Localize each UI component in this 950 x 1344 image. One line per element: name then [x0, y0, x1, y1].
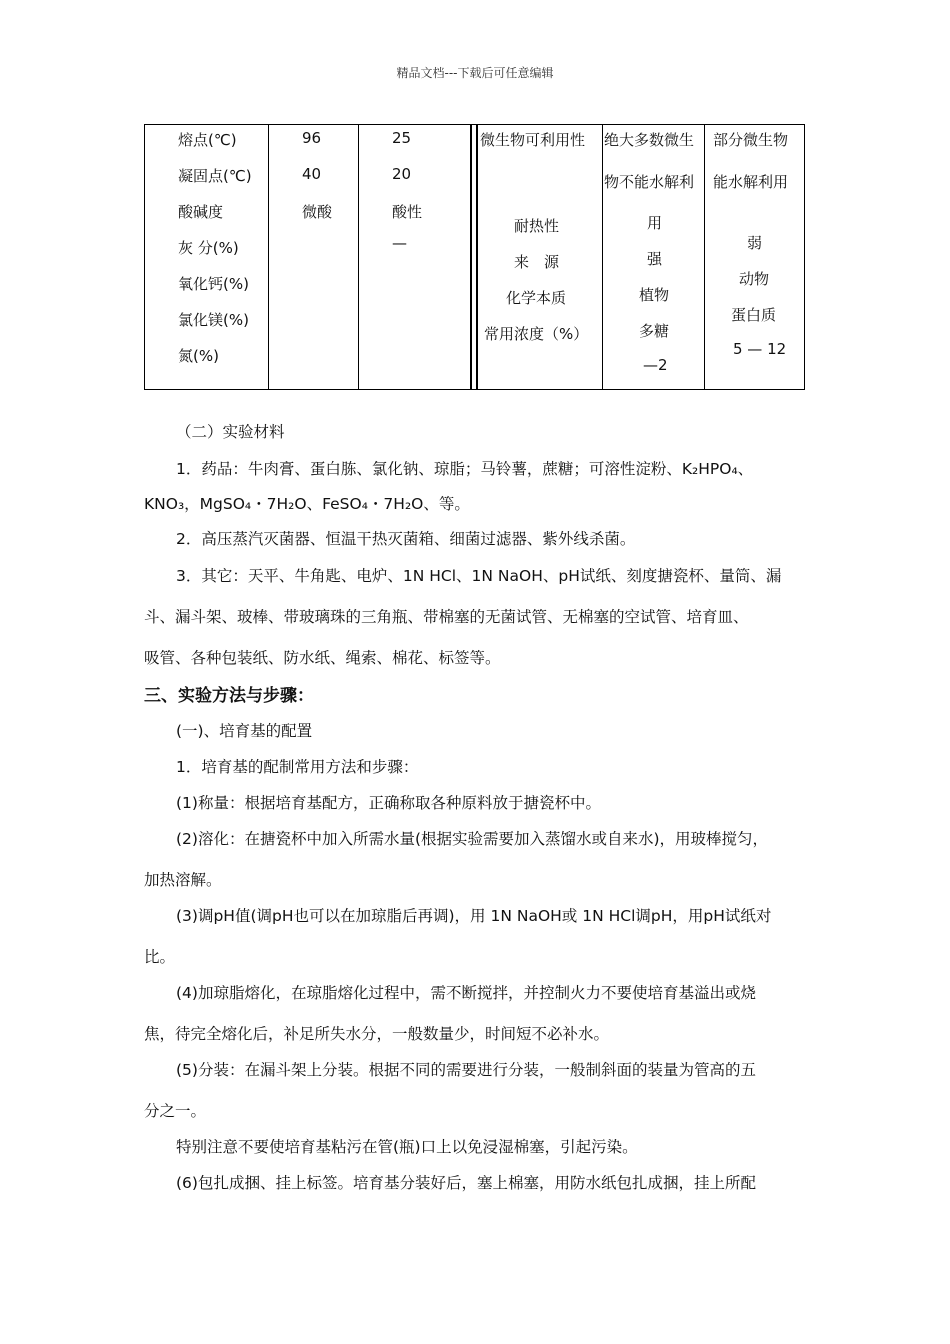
- table-cell: 植物: [639, 286, 670, 304]
- paragraph: KNO₃，MgSO₄・7H₂O、FeSO₄・7H₂O、等。: [144, 495, 470, 513]
- table-cell: 绝大多数微生: [604, 131, 695, 149]
- table-cell: 多糖: [639, 322, 670, 340]
- table-border: [704, 124, 705, 390]
- table-border: [358, 124, 359, 390]
- section-heading: （二）实验材料: [176, 423, 285, 441]
- table-border: [804, 124, 805, 390]
- table-border: [268, 124, 269, 390]
- table-cell: 96: [302, 129, 322, 147]
- properties-table: [144, 124, 805, 390]
- table-cell: 部分微生物: [713, 131, 789, 149]
- table-cell: 蛋白质: [731, 306, 777, 324]
- table-cell: 常用浓度（%）: [484, 325, 589, 343]
- paragraph: 斗、漏斗架、玻棒、带玻璃珠的三角瓶、带棉塞的无菌试管、无棉塞的空试管、培育皿、: [144, 608, 749, 626]
- table-cell: 微酸: [302, 203, 333, 221]
- paragraph: 特别注意不要使培育基粘污在管(瓶)口上以免浸湿棉塞，引起污染。: [176, 1138, 638, 1156]
- table-border: [470, 124, 472, 390]
- paragraph: 焦，待完全熔化后，补足所失水分，一般数量少，时间短不必补水。: [144, 1025, 610, 1043]
- table-cell: 25: [392, 129, 412, 147]
- table-cell: —: [392, 234, 407, 252]
- table-cell: 来 源: [514, 253, 560, 271]
- subsection-heading: (一)、培育基的配置: [176, 722, 313, 740]
- table-cell: 凝固点(℃): [178, 167, 252, 185]
- table-cell: 弱: [747, 234, 763, 252]
- table-border: [144, 124, 145, 390]
- table-cell: 酸性: [392, 203, 423, 221]
- paragraph: 3．其它：天平、牛角匙、电炉、1N HCl、1N NaOH、pH试纸、刻度搪瓷杯、量筒、漏: [176, 567, 782, 585]
- paragraph: 加热溶解。: [144, 871, 222, 889]
- table-border: [602, 124, 603, 390]
- paragraph: (3)调pH值(调pH也可以在加琼脂后再调)，用 1N NaOH或 1N HCl调pH，用pH试纸对: [176, 907, 772, 925]
- paragraph: (5)分装：在漏斗架上分装。根据不同的需要进行分装，一般制斜面的装量为管高的五: [176, 1061, 756, 1079]
- table-border: [476, 124, 478, 390]
- table-cell: 灰 分(%): [178, 239, 239, 257]
- paragraph: 比。: [144, 948, 176, 966]
- section-title: 三、实验方法与步骤：: [144, 686, 314, 706]
- paragraph: 吸管、各种包装纸、防水纸、绳索、棉花、标签等。: [144, 649, 501, 667]
- table-cell: 用: [647, 214, 663, 232]
- table-cell: 酸碱度: [178, 203, 224, 221]
- paragraph: (4)加琼脂熔化，在琼脂熔化过程中，需不断搅拌，并控制火力不要使培育基溢出或烧: [176, 984, 756, 1002]
- table-cell: 20: [392, 165, 412, 183]
- table-cell: 强: [647, 250, 663, 268]
- table-cell: 氮(%): [178, 347, 219, 365]
- table-cell: 氯化镁(%): [178, 311, 249, 329]
- table-cell: 化学本质: [506, 289, 567, 307]
- table-cell: 能水解利用: [713, 173, 789, 191]
- paragraph: 1．培育基的配制常用方法和步骤：: [176, 758, 419, 776]
- table-cell: 动物: [739, 270, 770, 288]
- paragraph: (6)包扎成捆、挂上标签。培育基分装好后，塞上棉塞，用防水纸包扎成捆，挂上所配: [176, 1174, 756, 1192]
- table-cell: 微生物可利用性: [480, 131, 586, 149]
- paragraph: (1)称量：根据培育基配方，正确称取各种原料放于搪瓷杯中。: [176, 794, 601, 812]
- table-bottom-border: [144, 389, 805, 390]
- table-cell: 5 — 12: [733, 340, 787, 358]
- table-cell: 耐热性: [514, 217, 560, 235]
- paragraph: 2．高压蒸汽灭菌器、恒温干热灭菌箱、细菌过滤器、紫外线杀菌。: [176, 530, 636, 548]
- table-cell: 40: [302, 165, 322, 183]
- paragraph: 1．药品：牛肉膏、蛋白胨、氯化钠、琼脂；马铃薯，蔗糖；可溶性淀粉、K₂HPO₄、: [176, 460, 754, 478]
- table-cell: —2: [643, 356, 668, 374]
- page-header: 精品文档---下载后可任意编辑: [396, 66, 554, 80]
- table-cell: 熔点(℃): [178, 131, 237, 149]
- table-top-border: [144, 124, 805, 125]
- paragraph: 分之一。: [144, 1102, 207, 1120]
- table-cell: 物不能水解利: [604, 173, 695, 191]
- table-cell: 氧化钙(%): [178, 275, 249, 293]
- paragraph: (2)溶化：在搪瓷杯中加入所需水量(根据实验需要加入蒸馏水或自来水)，用玻棒搅匀，: [176, 830, 769, 848]
